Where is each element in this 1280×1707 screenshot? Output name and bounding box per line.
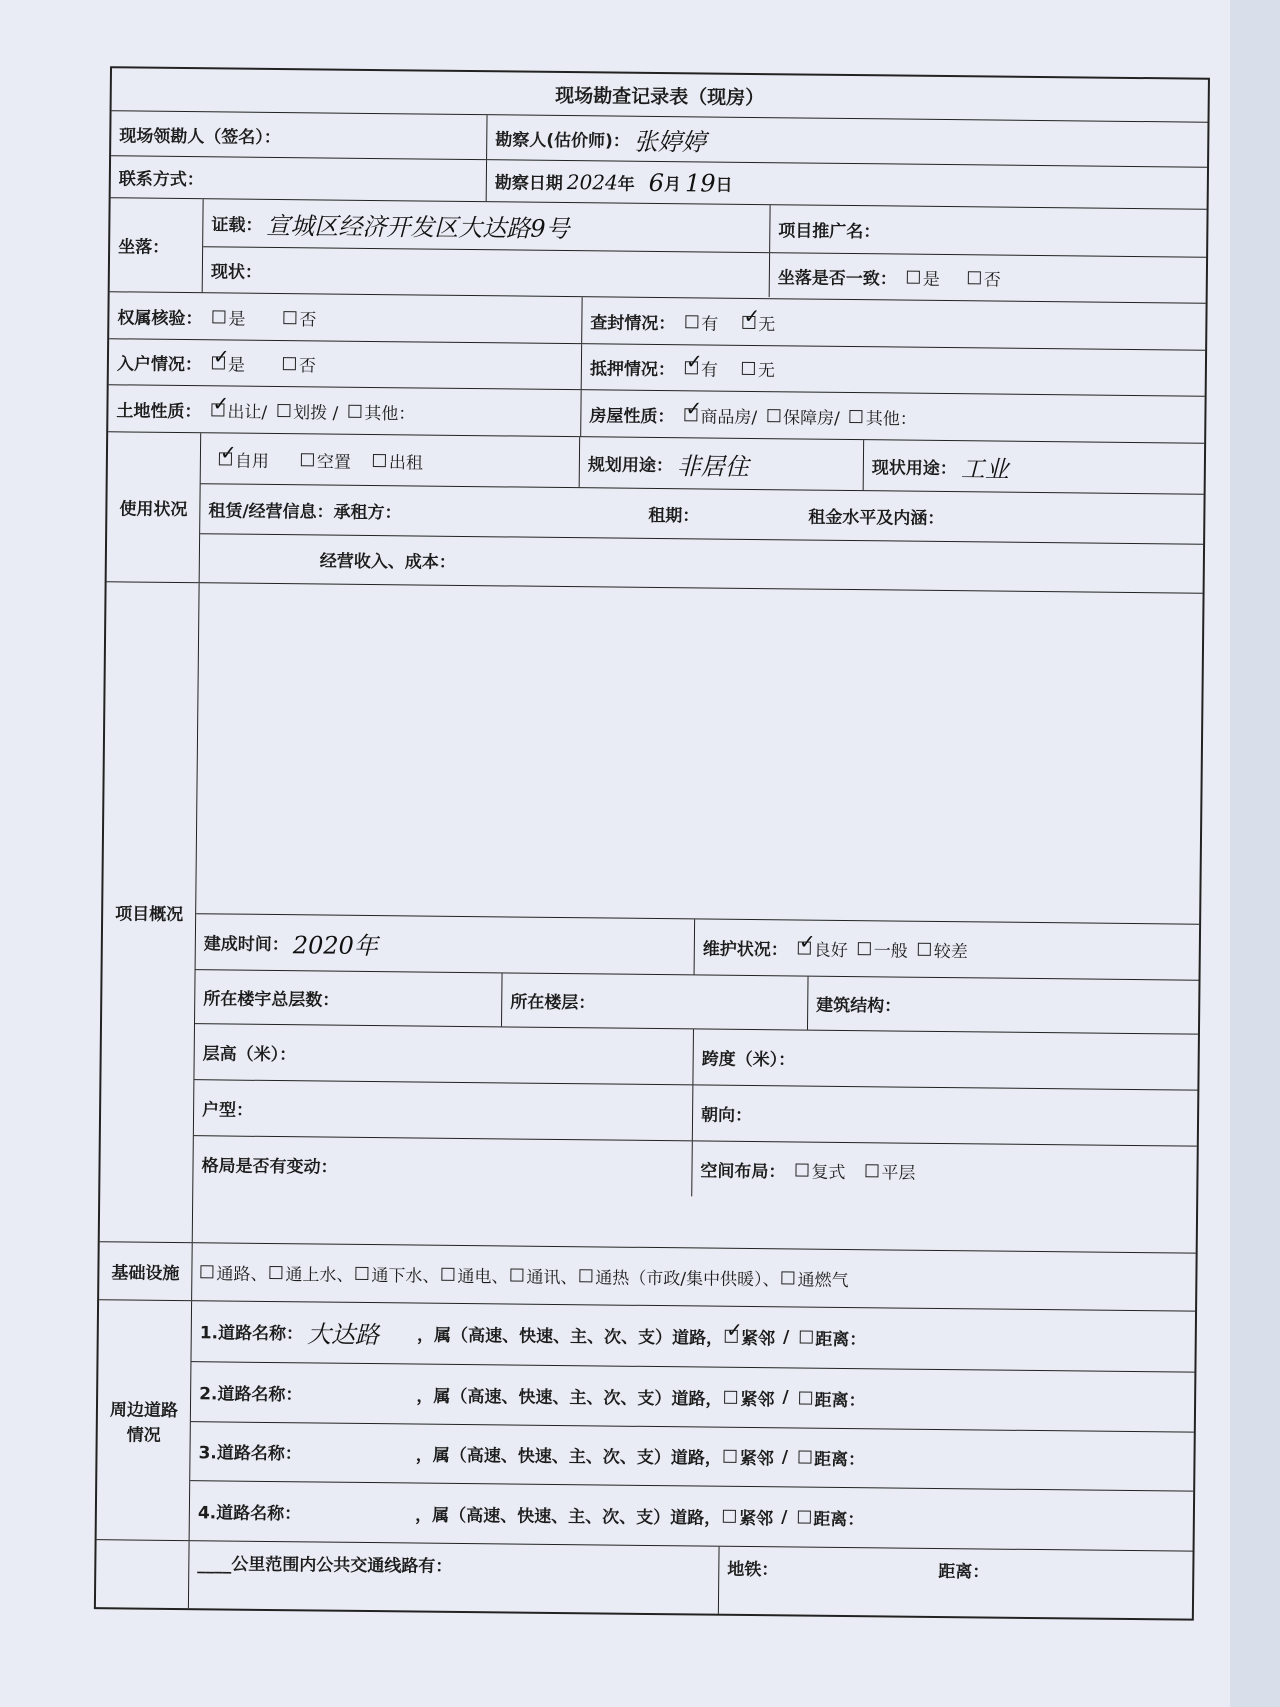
survey-lead-label: 现场领勘人（签名）： [119,125,281,148]
road-name-value: 大达路 [306,1320,380,1350]
house-affordable-checkbox[interactable] [767,409,780,422]
road-name-value [305,1512,415,1513]
date-month: 6 [648,168,665,197]
adjacent-label: 紧邻 [740,1389,775,1410]
road-row [191,1361,1195,1431]
separator-slash: / [781,1447,789,1468]
ownership-no-checkbox[interactable] [283,311,296,324]
infra-option [200,1259,267,1285]
infra-option-label: 通热（市政/集中供暖）、 [595,1268,780,1291]
occupancy-yes-checkbox[interactable] [212,356,225,369]
use-rent-checkbox[interactable] [373,454,386,467]
land-allocation-checkbox[interactable] [277,404,290,417]
land-transfer-checkbox[interactable] [211,403,224,416]
adjacent-label: 紧邻 [739,1509,774,1530]
separator-slash: / [782,1387,789,1408]
unit-type-label: 户型： [201,1100,254,1121]
mortgage-none-label: 无 [757,361,775,382]
road-class-text: ，属（高速、快速、主、次、支）道路， [415,1505,722,1529]
date-month-suffix: 月 [663,175,682,196]
adjacent-checkbox[interactable] [725,1330,738,1343]
mortgage-have-checkbox[interactable] [685,361,698,374]
road-class-text: ，属（高速、快速、主、次、支）道路， [416,1386,723,1410]
house-other-checkbox[interactable] [850,410,863,423]
use-vacant-checkbox[interactable] [301,453,314,466]
surveyor-signature: 张婷婷 [633,127,706,156]
space-layout-label: 空间布局： [700,1161,786,1183]
distance-checkbox[interactable] [799,1331,812,1344]
house-commercial-label: 商品房/ [700,406,758,428]
metro-label: 地铁： [727,1559,779,1581]
space-flat-label: 平层 [881,1163,916,1184]
maint-good-checkbox[interactable] [798,941,811,954]
project-overview-blank-area [196,583,1202,923]
surrounding-roads-label: 周边道路情况 [109,1399,179,1446]
distance-checkbox[interactable] [798,1451,811,1464]
seal-none-checkbox[interactable] [742,315,755,328]
distance-label: 距离： [813,1509,865,1531]
maint-average-checkbox[interactable] [858,942,871,955]
separator-slash: / [782,1327,790,1348]
land-other-label: 其他： [364,403,416,424]
house-commercial-checkbox[interactable] [684,408,697,421]
seal-label: 查封情况： [590,312,676,334]
adjacent-checkbox[interactable] [724,1390,737,1403]
infra-checkbox[interactable] [355,1267,368,1280]
form-table [94,66,1210,1620]
built-time-label: 建成时间： [203,934,289,956]
land-nature-label: 土地性质： [116,400,202,422]
road-row [190,1421,1194,1491]
use-self-label: 自用 [234,451,270,472]
space-duplex-label: 复式 [811,1162,846,1184]
infra-option [779,1265,848,1291]
occupancy-yes-label: 是 [227,355,246,376]
project-overview-label: 项目概况 [115,904,184,926]
ownership-yes-checkbox[interactable] [212,310,225,323]
road-name-label: 4.道路名称： [197,1503,302,1525]
distance-label: 距离： [813,1450,866,1471]
location-label: 坐落： [118,237,170,258]
use-rent-label: 出租 [388,452,423,474]
infra-checkbox[interactable] [269,1266,282,1279]
public-transit-label: ____公里范围内公共交通线路有： [197,1554,453,1577]
road-row [190,1480,1194,1550]
road-class-text: ，属（高速、快速、主、次、支）道路， [416,1325,724,1350]
mortgage-label: 抵押情况： [589,359,675,381]
usage-label: 使用状况 [119,499,188,521]
ownership-no-label: 否 [299,309,317,330]
built-time-value: 2020年 [292,931,379,961]
house-other-label: 其他： [865,408,917,430]
certificate-label: 证载： [211,215,263,236]
income-cost-label: 经营收入、成本： [319,551,456,573]
infra-option-label: 通路、 [216,1264,268,1285]
seal-have-checkbox[interactable] [685,315,698,328]
seal-have-label: 有 [701,313,719,335]
location-match-yes-checkbox[interactable] [907,270,920,283]
form-title: 现场勘查记录表（现房） [555,84,765,109]
ownership-label: 权属核验： [117,307,203,329]
surveyor-label: 勘察人(估价师)： [495,129,630,152]
mortgage-none-checkbox[interactable] [742,362,755,375]
distance-label: 距离： [815,1330,867,1351]
span-label: 跨度（米）： [701,1049,796,1071]
status-label: 现状： [210,261,262,283]
orientation-label: 朝向： [700,1105,753,1127]
infra-option [267,1260,353,1286]
infra-checkbox[interactable] [510,1268,523,1281]
separator-slash: / [781,1506,788,1528]
lease-term-label: 租期： [648,505,700,527]
adjacent-checkbox[interactable] [724,1450,737,1463]
current-use-label: 现状用途： [871,457,957,479]
maint-good-label: 良好 [813,940,848,962]
infra-option-label: 通讯、 [526,1267,578,1289]
road-name-label: 1.道路名称： [199,1323,304,1345]
infra-option [577,1263,779,1290]
location-match-label: 坐落是否一致： [777,267,897,289]
date-label: 勘察日期 [494,173,563,194]
infra-option [353,1261,439,1287]
occupancy-label: 入户情况： [116,354,203,376]
space-duplex-checkbox[interactable] [795,1163,808,1176]
adjacent-label: 紧邻 [740,1329,776,1350]
total-floors-label: 所在楼宇总层数： [203,989,340,1011]
road-name-label: 2.道路名称： [199,1383,303,1405]
survey-form [94,66,1210,1637]
planned-use-label: 规划用途： [587,454,673,476]
roads-list [189,1301,1195,1551]
infrastructure-label: 基础设施 [111,1263,180,1285]
metro-distance-label: 距离： [938,1561,990,1583]
space-flat-checkbox[interactable] [865,1164,878,1177]
maintenance-label: 维护状况： [702,939,788,961]
maint-poor-checkbox[interactable] [918,943,931,956]
house-nature-label: 房屋性质： [589,405,675,427]
distance-label: 距离： [814,1390,866,1411]
infra-checkbox[interactable] [579,1269,592,1282]
road-name-value [306,1392,416,1393]
floor-label: 所在楼层： [510,992,596,1014]
location-match-no-label: 否 [983,269,1001,291]
seal-none-label: 无 [758,314,776,335]
paper-sheet-behind [1230,0,1280,1707]
date-day-suffix: 日 [715,175,733,196]
maint-average-label: 一般 [873,941,908,962]
house-affordable-label: 保障房/ [783,407,840,429]
road-row [191,1301,1195,1371]
road-class-text: ，属（高速、快速、主、次、支）道路， [415,1445,722,1470]
lease-label: 租赁/经营信息：承租方： [208,501,402,524]
infrastructure-options [191,1243,1196,1311]
use-self-checkbox[interactable] [219,452,232,465]
date-year: 2024 [566,169,618,195]
infra-option-label: 通电、 [457,1266,509,1288]
infra-option [508,1262,577,1288]
date-year-suffix: 年 [617,174,635,195]
location-match-yes-label: 是 [922,269,940,290]
land-other-checkbox[interactable] [348,404,361,417]
road-name-label: 3.道路名称： [198,1443,302,1465]
infra-checkbox[interactable] [441,1268,454,1281]
project-name-label: 项目推广名： [778,221,881,243]
infra-checkbox[interactable] [782,1271,795,1284]
certificate-address: 宣城区经济开发区大达路9号 [266,211,570,244]
rent-level-label: 租金水平及内涵： [808,507,945,530]
road-name-value [306,1452,416,1453]
occupancy-no-checkbox[interactable] [283,357,296,370]
maint-poor-label: 较差 [933,941,968,963]
layout-change-label: 格局是否有变动： [201,1156,338,1178]
infra-option [439,1262,508,1288]
adjacent-checkbox[interactable] [723,1510,736,1523]
floor-height-label: 层高（米）： [202,1044,297,1066]
land-allocation-label: 划拨 / [293,402,339,424]
ownership-yes-label: 是 [228,308,246,330]
current-use-value: 工业 [960,454,1010,484]
infra-option-label: 通燃气 [797,1270,849,1292]
infra-option-label: 通上水、 [285,1265,354,1286]
contact-label: 联系方式： [118,169,204,191]
adjacent-label: 紧邻 [739,1449,774,1470]
location-match-no-checkbox[interactable] [968,271,981,284]
infra-option-label: 通下水、 [371,1266,440,1287]
land-transfer-label: 出让/ [227,401,268,423]
mortgage-have-label: 有 [700,360,718,381]
occupancy-no-label: 否 [298,356,317,377]
distance-checkbox[interactable] [797,1511,810,1524]
distance-checkbox[interactable] [799,1391,812,1404]
infra-checkbox[interactable] [200,1265,213,1278]
use-vacant-label: 空置 [316,451,352,473]
planned-use-value: 非居住 [676,451,750,481]
date-day: 19 [684,168,716,198]
structure-label: 建筑结构： [816,995,902,1017]
